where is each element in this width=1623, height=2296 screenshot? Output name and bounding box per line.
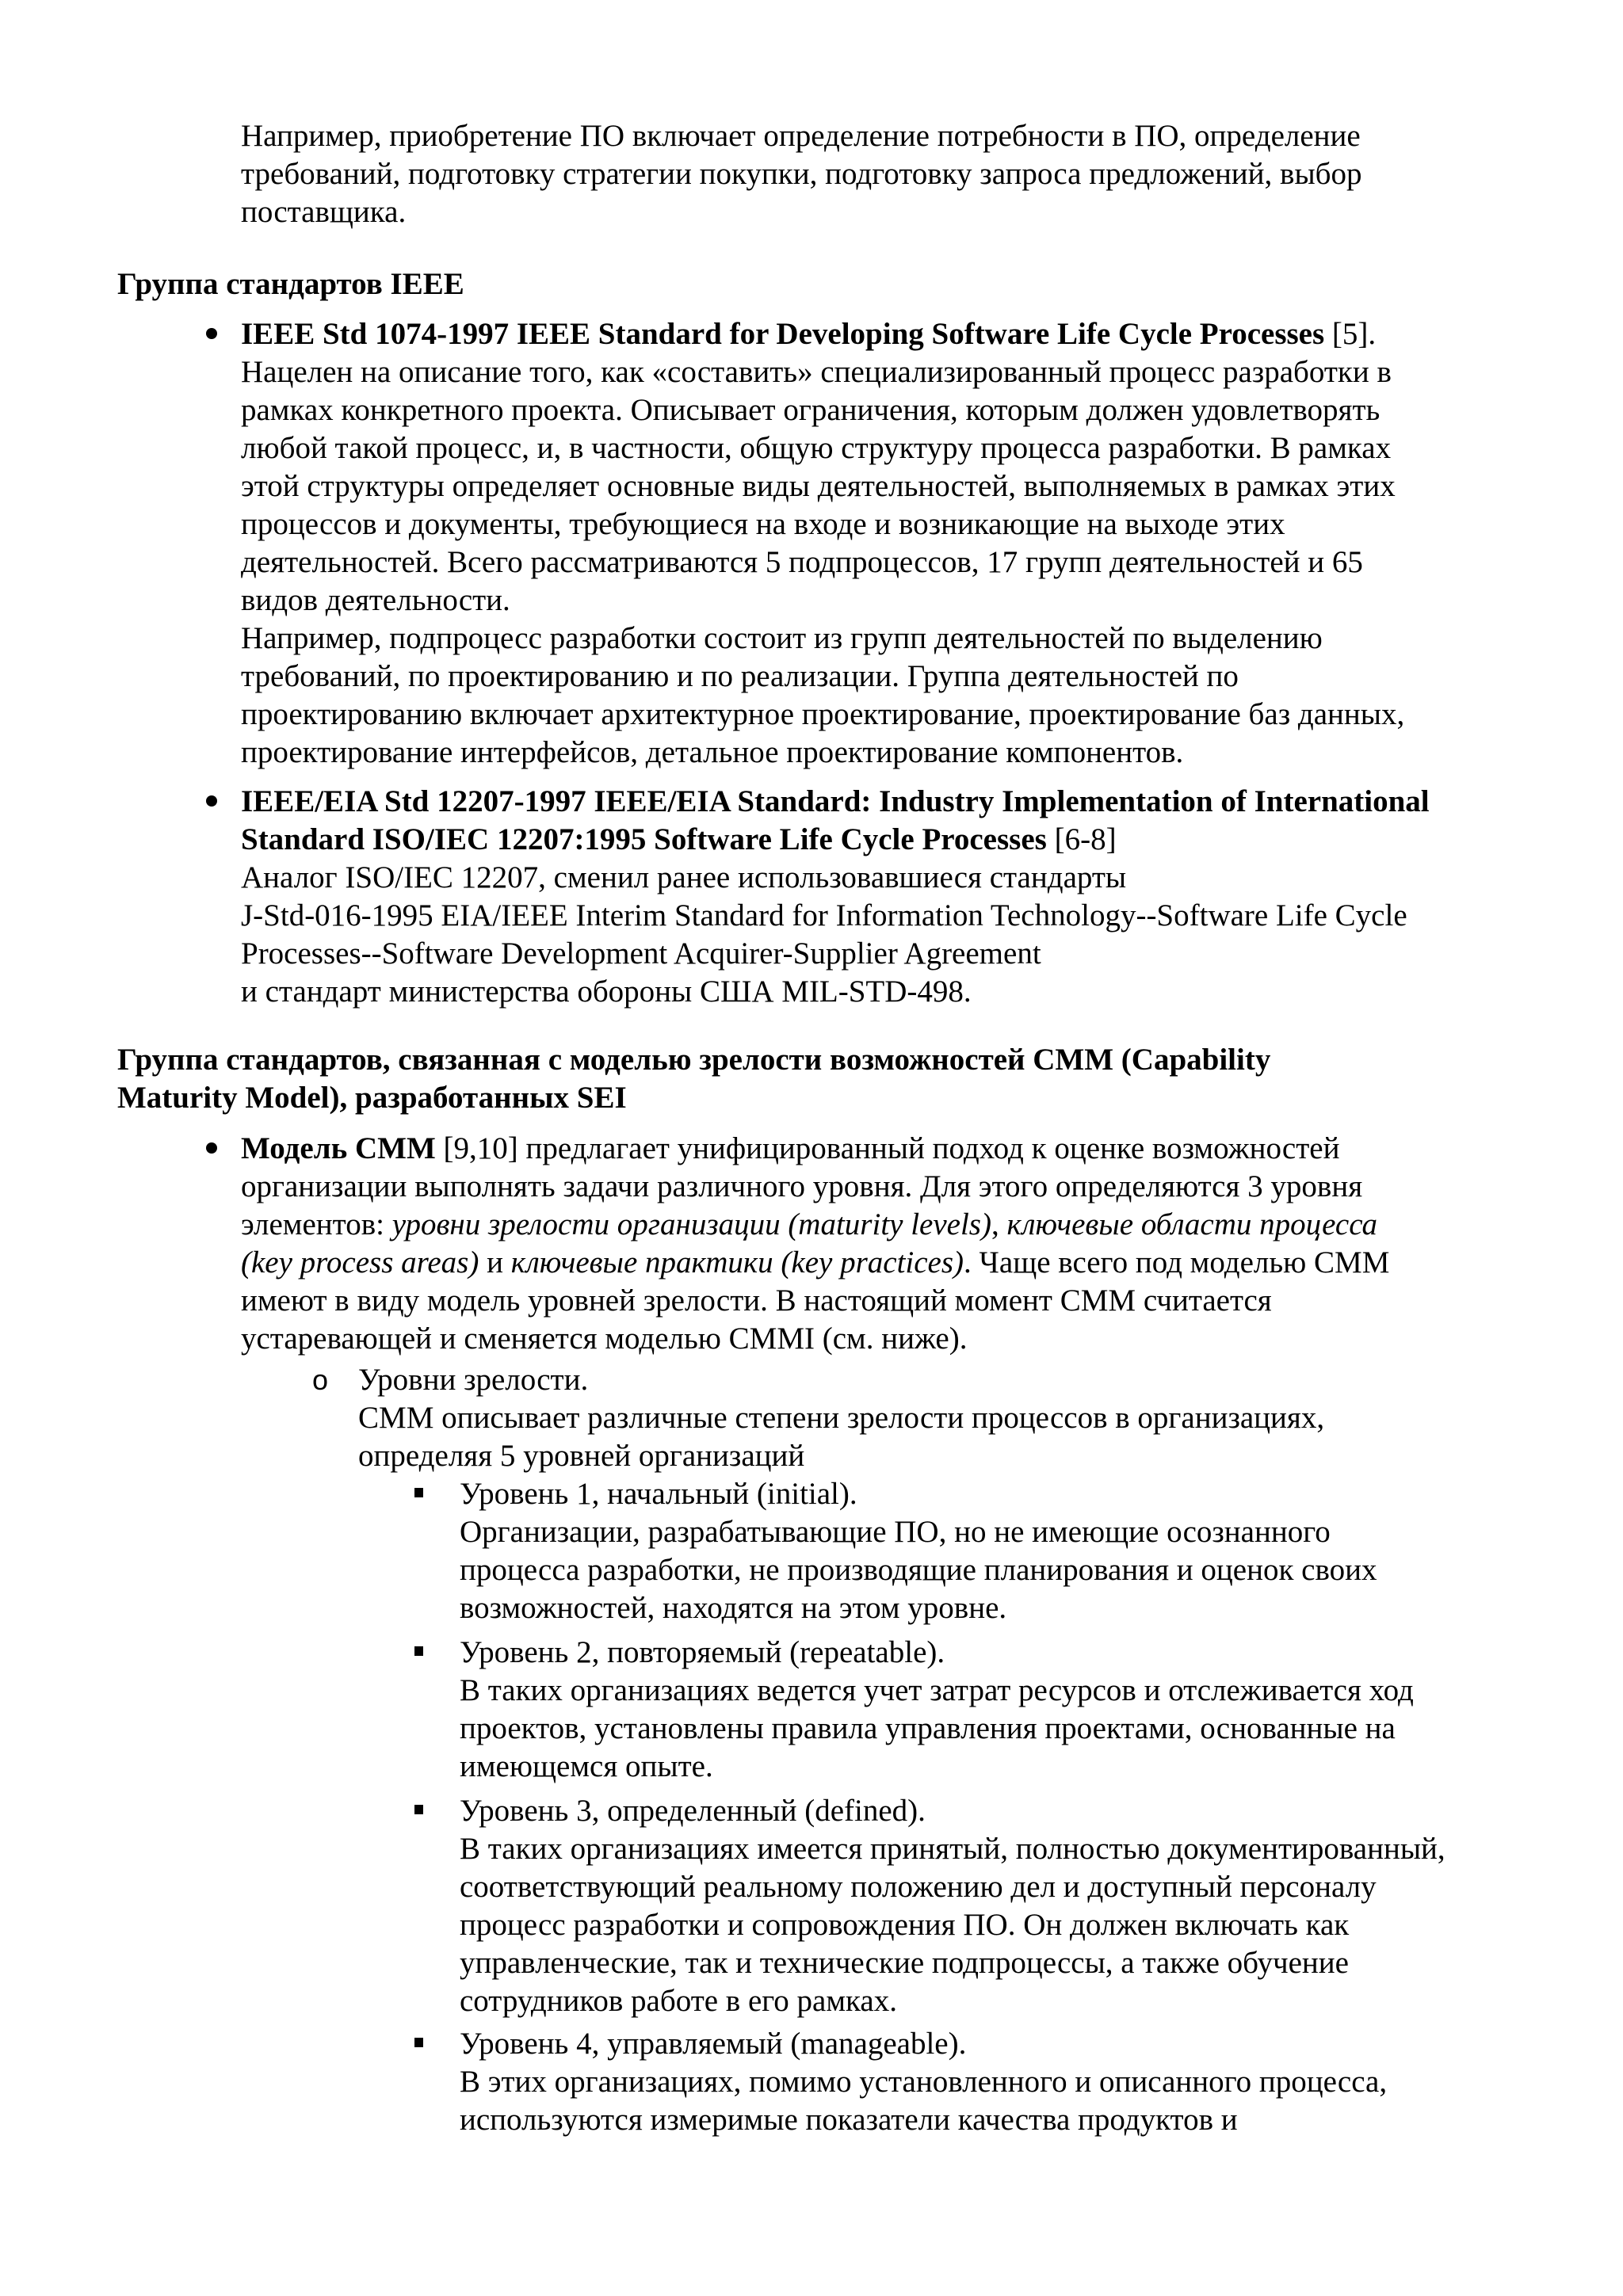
sub-line: CMM описывает различные степени зрелости процессов в организациях, — [358, 1401, 1325, 1435]
level-line: В этих организациях, помимо установленного и описанного процесса, — [460, 2065, 1388, 2099]
cmm-term: ключевые практики (key practices) — [510, 1245, 964, 1280]
ieee-item-ref: [6-8] — [1046, 822, 1117, 856]
level-line: сотрудников работе в его рамках. — [460, 1984, 897, 2018]
ieee-item-line: и стандарт министерства обороны США MIL-STD-498. — [241, 974, 972, 1009]
sub-line: определяя 5 уровней организаций — [358, 1439, 805, 1473]
level-title: Уровень 2, повторяемый (repeatable). — [460, 1635, 945, 1669]
level-line: используются измеримые показатели качества продуктов и — [460, 2103, 1238, 2137]
ieee-item-title-line — [241, 315, 1525, 353]
bullet-icon — [206, 795, 217, 807]
cmm-text: и — [479, 1245, 511, 1280]
ieee-item-line: деятельностей. Всего рассматриваются 5 подпроцессов, 17 групп деятельностей и 65 — [241, 545, 1363, 579]
maturity-levels-item — [312, 1361, 1531, 1475]
level-title: Уровень 4, управляемый (manageable). — [460, 2027, 967, 2061]
level-line: соответствующий реальному положению дел и доступный персоналу — [460, 1870, 1377, 1904]
square-bullet-icon — [414, 1488, 423, 1497]
bullet-icon — [206, 328, 217, 339]
cmm-line: устаревающей и сменяется моделью CMMI (см. ниже). — [241, 1322, 968, 1356]
ieee-item-title-line — [241, 821, 1525, 859]
ieee-heading: Группа стандартов IEEE — [117, 267, 464, 301]
square-bullet-icon — [414, 1805, 423, 1814]
ieee-item-title: IEEE/EIA Std 12207-1997 IEEE/EIA Standard: Industry Implementation of International — [241, 784, 1430, 818]
ieee-item-line: процессов и документы, требующиеся на входе и возникающие на выходе этих — [241, 507, 1285, 541]
level-4-item — [460, 2025, 1537, 2139]
cmm-heading-line: Maturity Model), разработанных SEI — [117, 1081, 627, 1115]
cmm-text: [9,10] предлагает унифицированный подход к оценке возможностей — [435, 1131, 1340, 1165]
level-title: Уровень 1, начальный (initial). — [460, 1477, 857, 1511]
square-bullet-icon — [414, 2038, 423, 2047]
ieee-item-line: Аналог ISO/IEC 12207, сменил ранее использовавшиеся стандарты — [241, 860, 1127, 894]
cmm-heading — [117, 1041, 1528, 1117]
ieee-item-1074 — [241, 315, 1525, 772]
ieee-item-line: видов деятельности. — [241, 583, 510, 617]
level-line: имеющемся опыте. — [460, 1749, 713, 1783]
ieee-item-line: Например, подпроцесс разработки состоит из групп деятельностей по выделению — [241, 621, 1323, 655]
level-line: проектов, установлены правила управления проектами, основанные на — [460, 1711, 1396, 1745]
cmm-term: ключевые области процесса — [1006, 1207, 1378, 1241]
ieee-item-line: проектирование интерфейсов, детальное проектирование компонентов. — [241, 735, 1184, 769]
ieee-item-line: проектированию включает архитектурное проектирование, проектирование баз данных, — [241, 697, 1405, 731]
cmm-line — [241, 1130, 1525, 1168]
level-2-item — [460, 1634, 1537, 1786]
cmm-line: организации выполнять задачи различного уровня. Для этого определяются 3 уровня — [241, 1169, 1363, 1203]
ieee-item-title-line — [241, 783, 1525, 821]
ieee-item-title: Standard ISO/IEC 12207:1995 Software Life Cycle Processes — [241, 822, 1047, 856]
intro-line: требований, подготовку стратегии покупки, подготовку запроса предложений, выбор — [241, 157, 1362, 191]
cmm-heading-line: Группа стандартов, связанная с моделью зрелости возможностей CMM (Capability — [117, 1043, 1271, 1077]
ieee-item-12207 — [241, 783, 1525, 1011]
square-bullet-icon — [414, 1646, 423, 1656]
intro-line: поставщика. — [241, 195, 407, 229]
level-line: управленческие, так и технические подпроцессы, а также обучение — [460, 1946, 1349, 1980]
ieee-item-line: J-Std-016-1995 EIA/IEEE Interim Standard for Information Technology--Software Life Cycle — [241, 898, 1407, 933]
ieee-item-line: этой структуры определяет основные виды деятельностей, выполняемых в рамках этих — [241, 469, 1396, 503]
level-title: Уровень 3, определенный (defined). — [460, 1794, 926, 1828]
intro-line: Например, приобретение ПО включает определение потребности в ПО, определение — [241, 119, 1361, 153]
circle-bullet-icon: o — [312, 1363, 329, 1396]
cmm-term: (key process areas) — [241, 1245, 479, 1280]
ieee-item-line: Нацелен на описание того, как «составить» специализированный процесс разработки в — [241, 355, 1392, 389]
level-line: процесса разработки, не производящие планирования и оценок своих — [460, 1553, 1377, 1587]
sub-line: Уровни зрелости. — [358, 1363, 589, 1397]
cmm-term: уровни зрелости организации (maturity levels) — [391, 1207, 991, 1241]
cmm-title: Модель CMM — [241, 1131, 436, 1165]
ieee-item-line: Processes--Software Development Acquirer-Supplier Agreement — [241, 936, 1041, 971]
level-line: В таких организациях ведется учет затрат ресурсов и отслеживается ход — [460, 1673, 1414, 1707]
level-3-item — [460, 1792, 1537, 2020]
ieee-item-line: рамках конкретного проекта. Описывает ограничения, которым должен удовлетворять — [241, 393, 1381, 427]
cmm-line: имеют в виду модель уровней зрелости. В настоящий момент CMM считается — [241, 1283, 1272, 1318]
intro-paragraph — [241, 117, 1525, 231]
ieee-item-title: IEEE Std 1074-1997 IEEE Standard for Developing Software Life Cycle Processes — [241, 317, 1325, 351]
level-line: В таких организациях имеется принятый, полностью документированный, — [460, 1832, 1445, 1866]
level-line: возможностей, находятся на этом уровне. — [460, 1591, 1007, 1625]
cmm-text: элементов: — [241, 1207, 392, 1241]
level-1-item — [460, 1475, 1537, 1627]
cmm-line — [241, 1206, 1525, 1244]
ieee-item-line: любой такой процесс, и, в частности, общую структуру процесса разработки. В рамках — [241, 431, 1392, 465]
cmm-text: . Чаще всего под моделью CMM — [964, 1245, 1390, 1280]
bullet-icon — [206, 1142, 217, 1154]
level-line: Организации, разрабатывающие ПО, но не имеющие осознанного — [460, 1515, 1331, 1549]
ieee-item-line: требований, по проектированию и по реализации. Группа деятельностей по — [241, 659, 1239, 693]
cmm-model-item — [241, 1130, 1525, 1358]
cmm-text: , — [991, 1207, 1007, 1241]
level-line: процесс разработки и сопровождения ПО. Он должен включать как — [460, 1908, 1350, 1942]
ieee-item-ref: [5]. — [1324, 317, 1377, 351]
cmm-line — [241, 1244, 1525, 1282]
